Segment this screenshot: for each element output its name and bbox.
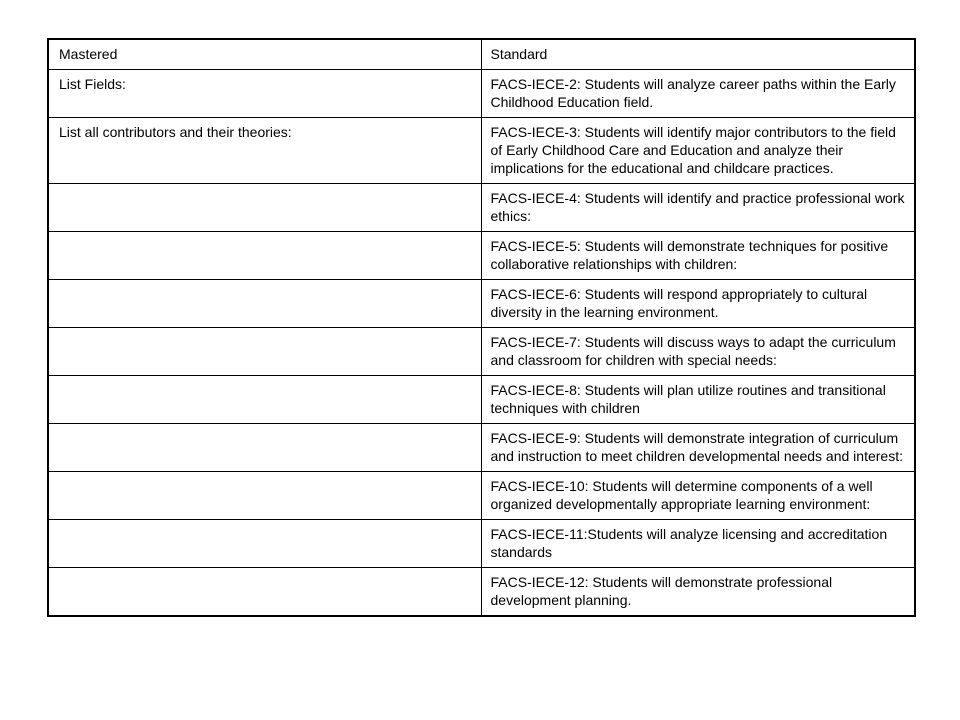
standard-cell: FACS-IECE-5: Students will demonstrate techniques for positive collaborative relationships with children: — [481, 232, 915, 280]
standard-cell: FACS-IECE-10: Students will determine components of a well organized developmentally appropriate learning environment: — [481, 472, 915, 520]
mastered-cell — [48, 376, 481, 424]
table-row — [48, 328, 915, 376]
table-row — [48, 520, 915, 568]
mastered-cell — [48, 184, 481, 232]
standard-cell: FACS-IECE-2: Students will analyze career paths within the Early Childhood Education field. — [481, 70, 915, 118]
standard-cell: FACS-IECE-3: Students will identify major contributors to the field of Early Childhood Care and Education and analyze their implications for the educational and childcare practices. — [481, 118, 915, 184]
standard-cell: FACS-IECE-4: Students will identify and practice professional work ethics: — [481, 184, 915, 232]
table-row — [48, 280, 915, 328]
table-row — [48, 376, 915, 424]
mastered-cell — [48, 280, 481, 328]
table-row — [48, 184, 915, 232]
standard-cell: FACS-IECE-7: Students will discuss ways to adapt the curriculum and classroom for children with special needs: — [481, 328, 915, 376]
standard-cell: FACS-IECE-11:Students will analyze licensing and accreditation standards — [481, 520, 915, 568]
mastered-cell — [48, 472, 481, 520]
standard-cell: FACS-IECE-6: Students will respond appropriately to cultural diversity in the learning environment. — [481, 280, 915, 328]
table-row — [48, 232, 915, 280]
table-row — [48, 568, 915, 617]
mastered-cell — [48, 328, 481, 376]
standards-table — [47, 38, 916, 617]
mastered-cell: List all contributors and their theories: — [48, 118, 481, 184]
mastered-cell — [48, 568, 481, 617]
table-row — [48, 472, 915, 520]
standard-cell: FACS-IECE-8: Students will plan utilize routines and transitional techniques with children — [481, 376, 915, 424]
mastered-cell — [48, 232, 481, 280]
mastered-cell — [48, 520, 481, 568]
mastered-cell — [48, 424, 481, 472]
table-row — [48, 70, 915, 118]
table-header-row — [48, 39, 915, 70]
mastered-cell: List Fields: — [48, 70, 481, 118]
table-row — [48, 118, 915, 184]
standard-cell: FACS-IECE-9: Students will demonstrate integration of curriculum and instruction to meet children developmental needs and interest: — [481, 424, 915, 472]
table-row — [48, 424, 915, 472]
header-mastered: Mastered — [48, 39, 481, 70]
header-standard: Standard — [481, 39, 915, 70]
standard-cell: FACS-IECE-12: Students will demonstrate professional development planning. — [481, 568, 915, 617]
